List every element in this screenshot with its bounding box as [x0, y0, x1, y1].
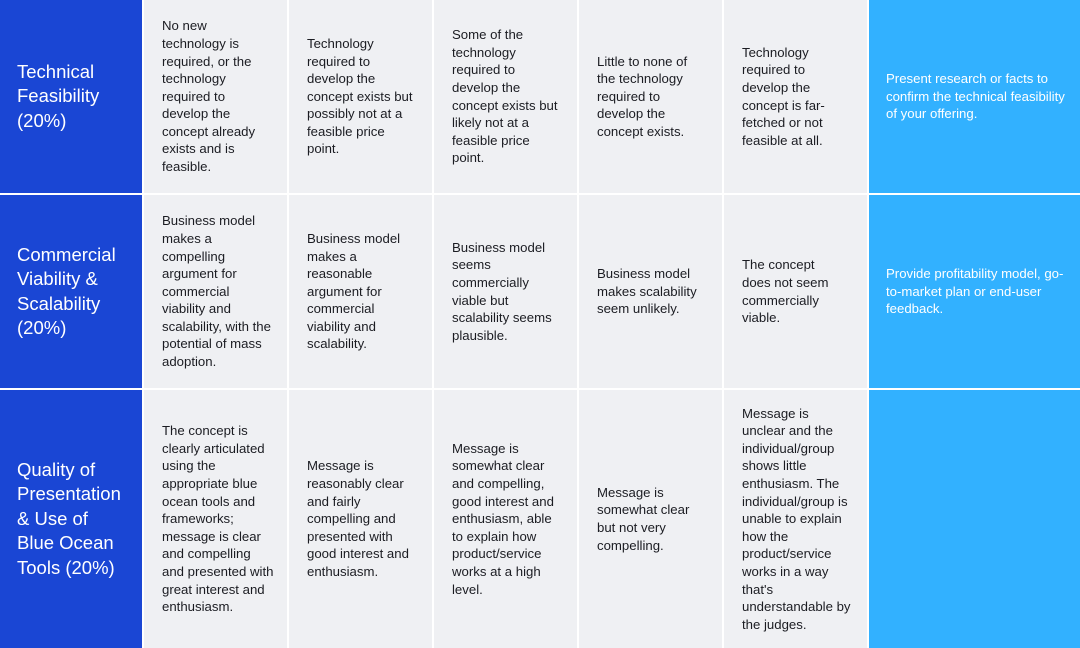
evidence-text: Present research or facts to confirm the technical feasibility of your offering.: [886, 71, 1065, 122]
level-cell: [144, 0, 287, 193]
level-cell: [579, 390, 722, 648]
level-text: Technology required to develop the concept exists but possibly not at a feasible price point.: [307, 35, 413, 157]
level-cell: [144, 195, 287, 388]
level-text: Business model makes scalability seem unlikely.: [597, 266, 697, 317]
level-text: Business model seems commercially viable but scalability seems plausible.: [452, 239, 552, 343]
criterion-commercial-viability: [0, 195, 142, 388]
level-cell: [434, 0, 577, 193]
level-text: No new technology is required, or the technology required to develop the concept already exists and is feasible.: [162, 18, 256, 175]
criterion-quality-of-presentation: [0, 390, 142, 648]
criterion-label: Quality of Presentation & Use of Blue Ocean Tools (20%): [17, 458, 121, 578]
criterion-label: Commercial Viability & Scalability (20%): [17, 243, 116, 338]
level-text: Message is reasonably clear and fairly compelling and presented with good interest and enthusiasm.: [307, 458, 409, 579]
level-cell: [289, 195, 432, 388]
level-cell: [289, 0, 432, 193]
evidence-text: Provide profitability model, go-to-market plan or end-user feedback.: [886, 266, 1064, 317]
level-text: Little to none of the technology required to develop the concept exists.: [597, 53, 688, 139]
level-cell: [434, 390, 577, 648]
level-cell: [434, 195, 577, 388]
evidence-cell-empty: [869, 390, 1080, 648]
criterion-technical-feasibility: [0, 0, 142, 193]
level-cell: [579, 195, 722, 388]
evidence-cell: [869, 195, 1080, 388]
level-text: Message is somewhat clear but not very compelling.: [597, 484, 690, 553]
criterion-label: Technical Feasibility (20%): [17, 60, 100, 131]
level-text: Business model makes a compelling argument for commercial viability and scalability, with the potential of mass adoption.: [162, 213, 271, 370]
level-cell: [579, 0, 722, 193]
level-cell: [724, 390, 867, 648]
level-text: Message is somewhat clear and compelling, good interest and enthusiasm, able to explain how product/service works at a high level.: [452, 440, 554, 597]
level-text: Technology required to develop the concept is far-fetched or not feasible at all.: [742, 44, 825, 148]
evidence-cell: [869, 0, 1080, 193]
level-text: Some of the technology required to develop the concept exists but likely not at a feasible price point.: [452, 27, 558, 166]
level-text: The concept is clearly articulated using the appropriate blue ocean tools and frameworks; message is clear and compelling and presented with great interest and enthusiasm.: [162, 423, 274, 615]
level-cell: [724, 0, 867, 193]
level-cell: [144, 390, 287, 648]
level-cell: [289, 390, 432, 648]
level-text: Business model makes a reasonable argument for commercial viability and scalability.: [307, 230, 401, 352]
level-text: Message is unclear and the individual/group shows little enthusiasm. The individual/group is unable to explain how the product/service works in a way that's understandable by the judges.: [742, 405, 851, 632]
level-cell: [724, 195, 867, 388]
level-text: The concept does not seem commercially viable.: [742, 257, 829, 326]
